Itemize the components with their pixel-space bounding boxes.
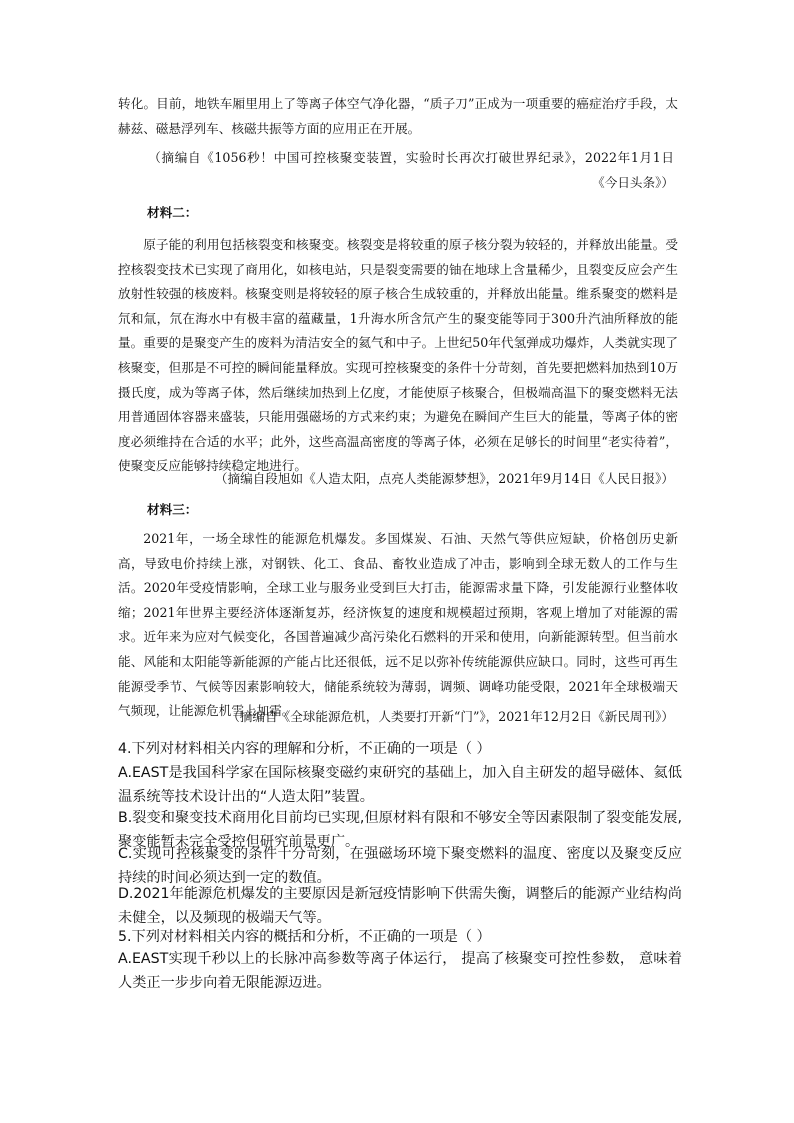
- question-4-option-d: D.2021年能源危机爆发的主要原因是新冠疫情影响下供需失衡，调整后的能源产业结构尚未健全，以及频现的极端天气等。: [118, 886, 682, 926]
- material1-tail-paragraph: 转化。目前，地铁车厢里用上了等离子体空气净化器，“质子刀”正成为一项重要的癌症治疗手段，太赫兹、磁悬浮列车、核磁共振等方面的应用正在开展。: [118, 96, 678, 136]
- material2-source-citation: （摘编自段旭如《人造太阳，点亮人类能源梦想》，2021年9月14日《人民日报》）: [214, 471, 674, 486]
- question-4-option-a: A.EAST是我国科学家在国际核聚变磁约束研究的基础上，加入自主研发的超导磁体、氦低温系统等技术设计出的“人造太阳”装置。: [118, 765, 682, 805]
- material3-body-paragraph: 2021年，一场全球性的能源危机爆发。多国煤炭、石油、天然气等供应短缺，价格创历史新高，导致电价持续上涨，对钢铁、化工、食品、畜牧业造成了冲击，影响到全球无数人的工作与生活。2020年受疫情影响，全球工业与服务业受到巨大打击，能源需求量下降，引发能源行业整体收缩；2021年世界主要经济体逐渐复苏，经济恢复的速度和规模超过预期，客观上增加了对能源的需求。近年来为应对气候变化，各国普遍减少高污染化石燃料的开采和使用，向新能源转型。但当前水能、风能和太阳能等新能源的产能占比还很低，远不足以弥补传统能源供应缺口。同时，这些可再生能源受季节、气候等因素影响较大，储能系统较为薄弱，调频、调峰功能受限，2021年全球极端天气频现，让能源危机雪上加霜。: [118, 531, 678, 719]
- question-4-option-c: C.实现可控核聚变的条件十分苛刻，在强磁场环境下聚变燃料的温度、密度以及聚变反应持续的时间必须达到一定的数值。: [118, 846, 682, 886]
- material2-body-paragraph: 原子能的利用包括核裂变和核聚变。核裂变是将较重的原子核分裂为较轻的，并释放出能量。受控核裂变技术已实现了商用化，如核电站，只是裂变需要的铀在地球上含量稀少，且裂变反应会产生放射性较强的核废料。核聚变则是将较轻的原子核合生成较重的，并释放出能量。维系聚变的燃料是氘和氚，氘在海水中有极丰富的蕴藏量，1升海水所含氘产生的聚变能等同于300升汽油所释放的能量。重要的是聚变产生的废料为清洁安全的氦气和中子。上世纪50年代氢弹成功爆炸，人类就实现了核聚变，但那是不可控的瞬间能量释放。实现可控核聚变的条件十分苛刻，首先要把燃料加热到10万摄氏度，成为等离子体，然后继续加热到上亿度，才能使原子核聚合，但极端高温下的聚变燃料无法用普通固体容器来盛装，只能用强磁场的方式来约束；为避免在瞬间产生巨大的能量，等离子体的密度必须维持在合适的水平；此外，这些高温高密度的等离子体，必须在足够长的时间里“老实待着”，使聚变反应能够持续稳定地进行。: [118, 237, 678, 474]
- question-5-option-a: A.EAST实现千秒以上的长脉冲高参数等离子体运行， 提高了核聚变可控性参数， 意味着人类正一步步向着无限能源迈进。: [118, 951, 682, 991]
- material3-heading: 材料三：: [147, 502, 198, 517]
- material1-source-citation: （摘编自《1056秒！中国可控核聚变装置，实验时长再次打破世界纪录》，2022年1月1日《今日头条》）: [148, 150, 674, 190]
- material3-source-citation: （摘编自《全球能源危机，人类要打开新“门”》，2021年12月2日《新民周刊》）: [227, 709, 674, 724]
- question-4-stem: 4.下列对材料相关内容的理解和分析，不正确的一项是（ ）: [118, 741, 491, 757]
- question-5-stem: 5.下列对材料相关内容的概括和分析，不正确的一项是（ ）: [118, 929, 491, 945]
- question-4-option-b: B.裂变和聚变技术商用化目前均已实现,但原材料有限和不够安全等因素限制了裂变能发展,聚变能暂未完全受控但研究前景更广。: [118, 810, 682, 850]
- material2-heading: 材料二：: [147, 205, 198, 220]
